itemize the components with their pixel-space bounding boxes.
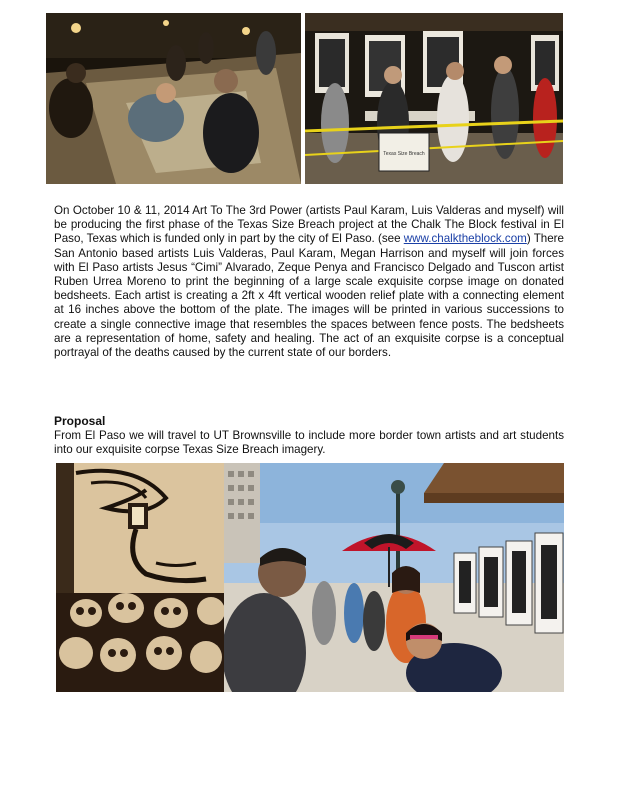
intro-paragraph	[54, 204, 564, 360]
proposal-heading: Proposal	[54, 414, 106, 428]
photo-print-display-night	[305, 13, 563, 184]
intro-text-part-2: ) There San Antonio based artists Luis Valderas, Paul Karam, Megan Harrison and myself will join forces with El Paso artists Jesus “Cimi” Alvarado, Zeque Penya and Francisco Delgado and Tuscon artist Ruben Urrea Moreno to print the beginning of a large scale exquisite corpse image on donated bedsheets. Each artist is creating a 2ft x 4ft vertical wooden relief plate with a connecting element at 16 inches above the bottom of the plate. The images will be printed in various successions to create a single connective image that resembles the spaces between fence posts. The bedsheets are a representation of home, safety and healing. The act of an exquisite corpse is a conceptual portrayal of the deaths caused by the current state of our borders.	[54, 232, 564, 360]
intro-text-part-1: On October 10 & 11, 2014 Art To The 3rd Power (artists Paul Karam, Luis Valderas and myself) will be producing the first phase of the Texas Size Breach project at the Chalk The Block festival in El Paso, Texas which is funded only in part by the city of El Paso. (see	[54, 204, 564, 246]
photo-night-street-printing	[46, 13, 301, 184]
proposal-paragraph: From El Paso we will travel to UT Brownsville to include more border town artists and art students into our exquisite corpse Texas Size Breach imagery.	[54, 429, 564, 457]
photo-outdoor-festival	[224, 463, 564, 692]
chalktheblock-link[interactable]: www.chalktheblock.com	[403, 232, 527, 246]
photo-carved-relief-plate	[56, 463, 224, 692]
sign-text: Texas Size Breach	[383, 151, 425, 157]
